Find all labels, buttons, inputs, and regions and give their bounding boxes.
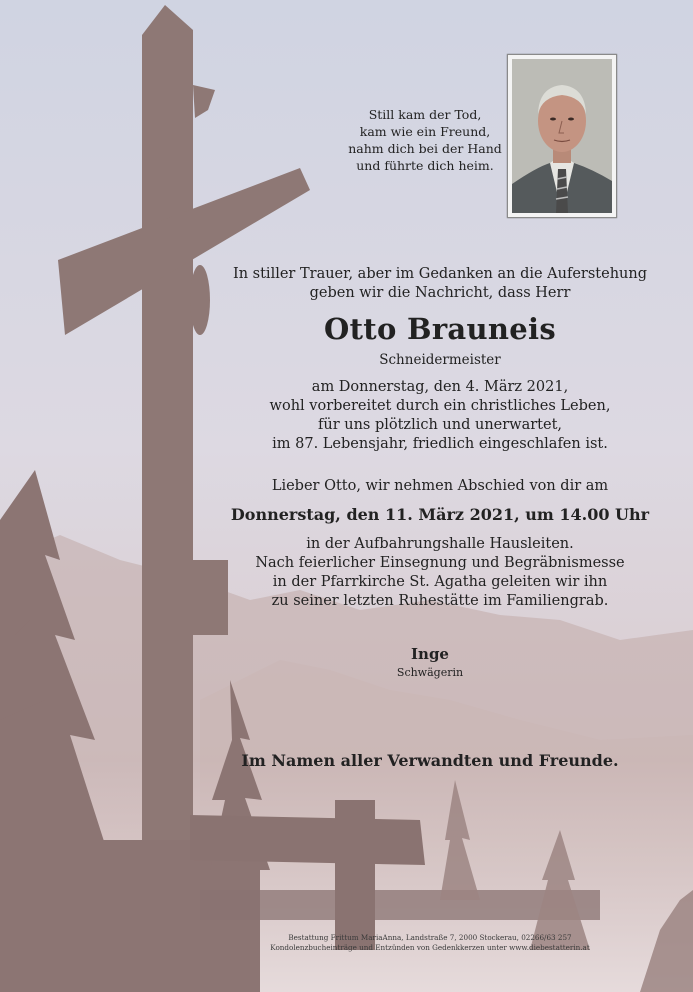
death-line: im 87. Lebensjahr, friedlich eingeschlafen ist. <box>272 436 608 452</box>
closing-line: Im Namen aller Verwandten und Freunde. <box>241 751 619 770</box>
death-line: wohl vorbereitet durch ein christliches Leben, <box>269 398 611 414</box>
ceremony-details <box>230 535 650 611</box>
footer-website: Kondolenzbucheinträge und Entzünden von Gedenkkerzen unter www.diebestatterin.at <box>270 943 590 952</box>
poem-line: und führte dich heim. <box>356 158 494 173</box>
poem <box>330 106 520 174</box>
ceremony-line: Nach feierlicher Einsegnung und Begräbnismesse <box>255 555 625 571</box>
ceremony-line: in der Pfarrkirche St. Agatha geleiten wir ihn <box>272 574 608 590</box>
portrait-photo <box>507 54 617 218</box>
portrait-image <box>512 59 612 213</box>
intro-line: In stiller Trauer, aber im Gedanken an die Auferstehung <box>232 266 648 282</box>
ceremony-line: zu seiner letzten Ruhestätte im Familiengrab. <box>271 593 609 609</box>
farewell-text: Lieber Otto, wir nehmen Abschied von dir am <box>271 478 609 494</box>
poem-line: nahm dich bei der Hand <box>348 141 502 156</box>
death-line: am Donnerstag, den 4. März 2021, <box>311 379 569 395</box>
death-line: für uns plötzlich und unerwartet, <box>317 417 563 433</box>
signer-name: Inge <box>411 645 449 663</box>
announcement-intro <box>230 265 650 303</box>
death-details <box>230 378 650 454</box>
signer-relation: Schwägerin <box>396 666 464 679</box>
ceremony-line: in der Aufbahrungshalle Hausleiten. <box>306 536 574 552</box>
deceased-profession: Schneidermeister <box>379 352 501 368</box>
deceased-name: Otto Brauneis <box>324 312 556 346</box>
funeral-date: Donnerstag, den 11. März 2021, um 14.00 Uhr <box>230 505 650 524</box>
footer <box>210 933 650 953</box>
poem-line: Still kam der Tod, <box>368 107 482 122</box>
footer-address: Bestattung Frittum MariaAnna, Landstraße 7, 2000 Stockerau, 02266/63 257 <box>288 933 572 942</box>
intro-line: geben wir die Nachricht, dass Herr <box>309 285 571 301</box>
poem-line: kam wie ein Freund, <box>359 124 491 139</box>
